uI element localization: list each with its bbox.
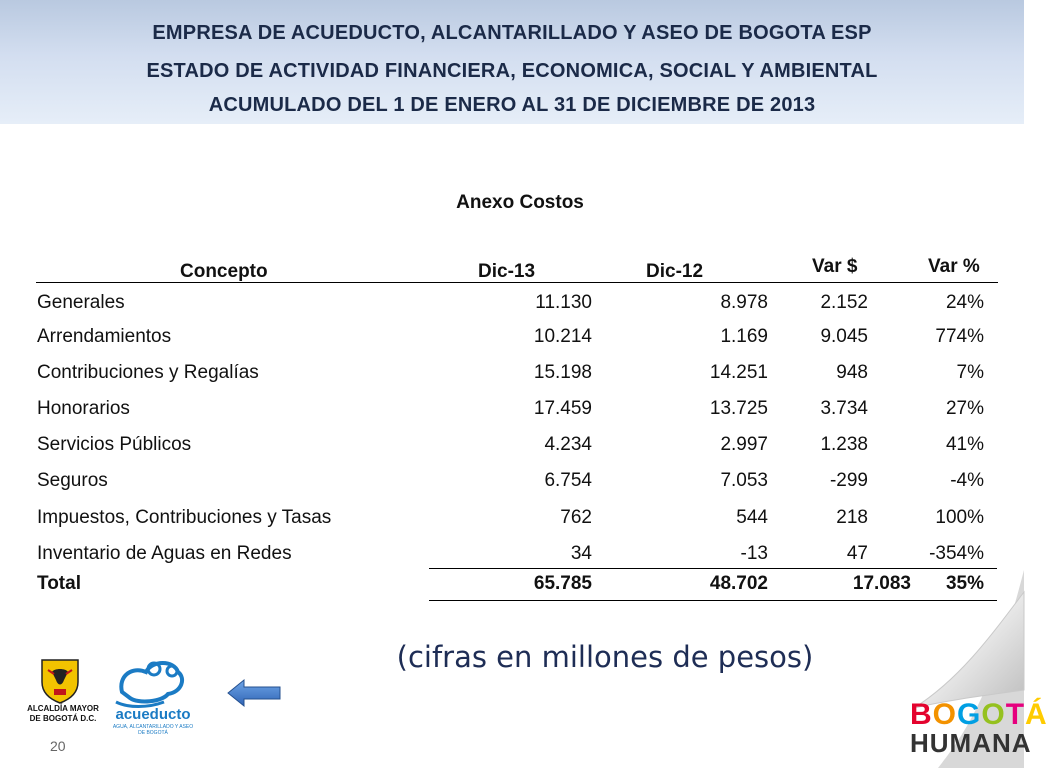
- cell-var-pct: 24%: [945, 292, 984, 313]
- cell-dic13: 762: [560, 507, 592, 528]
- cell-concepto: Inventario de Aguas en Redes: [37, 543, 292, 564]
- cell-concepto: Contribuciones y Regalías: [37, 362, 259, 383]
- page-number: 20: [50, 738, 66, 754]
- alcaldia-shield-icon: [34, 656, 86, 704]
- cell-dic12: 8.978: [720, 292, 768, 313]
- bogota-letter: Á: [1025, 698, 1048, 731]
- cell-concepto: Seguros: [37, 470, 108, 491]
- cell-var-pct: 100%: [935, 507, 984, 528]
- table-row: [0, 470, 1024, 500]
- table-row: [0, 362, 1024, 392]
- header-report-title: ESTADO DE ACTIVIDAD FINANCIERA, ECONOMICA, SOCIAL Y AMBIENTAL: [146, 60, 878, 82]
- units-note: (cifras en millones de pesos): [396, 640, 814, 674]
- table-title: Anexo Costos: [456, 192, 584, 213]
- header-divider: [36, 282, 998, 283]
- alcaldia-line1: ALCALDÍA MAYOR: [27, 704, 99, 713]
- cell-var-abs: -299: [829, 470, 868, 491]
- total-divider-top: [429, 568, 997, 569]
- bogota-letter: G: [957, 698, 982, 731]
- cell-dic13: 4.234: [544, 434, 592, 455]
- cell-concepto: Honorarios: [37, 398, 130, 419]
- bogota-letter: O: [932, 698, 958, 731]
- cell-var-abs: 3.734: [820, 398, 868, 419]
- cell-var-pct: -4%: [950, 470, 984, 491]
- cell-var-abs: 9.045: [820, 326, 868, 347]
- header-company: EMPRESA DE ACUEDUCTO, ALCANTARILLADO Y ASEO DE BOGOTA ESP: [152, 22, 872, 44]
- cell-dic12: 48.702: [709, 573, 768, 594]
- cell-dic12: 1.169: [720, 326, 768, 347]
- table-row: [0, 326, 1024, 356]
- cell-dic13: 34: [570, 543, 592, 564]
- cell-var-abs: 17.083: [852, 573, 911, 594]
- col-header-dic12: Dic-12: [646, 261, 704, 282]
- cell-var-abs: 2.152: [820, 292, 868, 313]
- cell-var-pct: 35%: [945, 573, 984, 594]
- cell-concepto: Impuestos, Contribuciones y Tasas: [37, 507, 332, 528]
- header-period: ACUMULADO DEL 1 DE ENERO AL 31 DE DICIEMBRE DE 2013: [208, 94, 816, 116]
- cell-concepto: Arrendamientos: [37, 326, 172, 347]
- cell-var-abs: 948: [836, 362, 868, 383]
- table-row: [0, 398, 1024, 428]
- cell-var-pct: 41%: [945, 434, 984, 455]
- cell-var-pct: -354%: [929, 543, 984, 564]
- back-arrow-icon[interactable]: [226, 678, 282, 708]
- cell-dic13: 15.198: [533, 362, 592, 383]
- bogota-letter: B: [910, 698, 933, 731]
- acueducto-tagline: AGUA, ALCANTARILLADO Y ASEO DE BOGOTÁ: [112, 724, 194, 736]
- cell-dic13: 6.754: [544, 470, 592, 491]
- cell-var-pct: 27%: [945, 398, 984, 419]
- cell-var-abs: 47: [846, 543, 868, 564]
- cell-dic12: 544: [736, 507, 768, 528]
- col-header-var-pct: Var %: [928, 256, 980, 277]
- cell-dic13: 65.785: [533, 573, 592, 594]
- col-header-concepto: Concepto: [180, 261, 268, 282]
- bogota-letter: O: [981, 698, 1006, 731]
- cell-var-abs: 1.238: [820, 434, 868, 455]
- cell-dic12: 13.725: [709, 398, 768, 419]
- col-header-dic13: Dic-13: [478, 261, 536, 282]
- acueducto-name: acueducto: [115, 706, 191, 723]
- alcaldia-caption: [18, 704, 108, 724]
- cell-var-pct: 774%: [935, 326, 984, 347]
- cell-concepto: Servicios Públicos: [37, 434, 192, 455]
- table-row: [0, 434, 1024, 464]
- cell-dic12: -13: [740, 543, 768, 564]
- cell-dic12: 7.053: [720, 470, 768, 491]
- bogota-humana-logo-top: [910, 698, 1048, 732]
- table-row: [0, 507, 1024, 537]
- cell-dic13: 10.214: [533, 326, 592, 347]
- cell-concepto: Total: [37, 573, 81, 594]
- slide-header: [0, 0, 1024, 124]
- col-header-var-abs: Var $: [812, 256, 858, 277]
- bogota-humana-logo-bottom: HUMANA: [910, 728, 1032, 758]
- cell-var-pct: 7%: [956, 362, 984, 383]
- cell-dic13: 17.459: [533, 398, 592, 419]
- bogota-letter: T: [1005, 698, 1026, 731]
- cell-var-abs: 218: [836, 507, 868, 528]
- table-row: [0, 292, 1024, 322]
- alcaldia-line2: DE BOGOTÁ D.C.: [29, 714, 97, 723]
- cell-dic12: 2.997: [720, 434, 768, 455]
- cell-concepto: Generales: [37, 292, 125, 313]
- cell-dic12: 14.251: [709, 362, 768, 383]
- cell-dic13: 11.130: [535, 292, 592, 313]
